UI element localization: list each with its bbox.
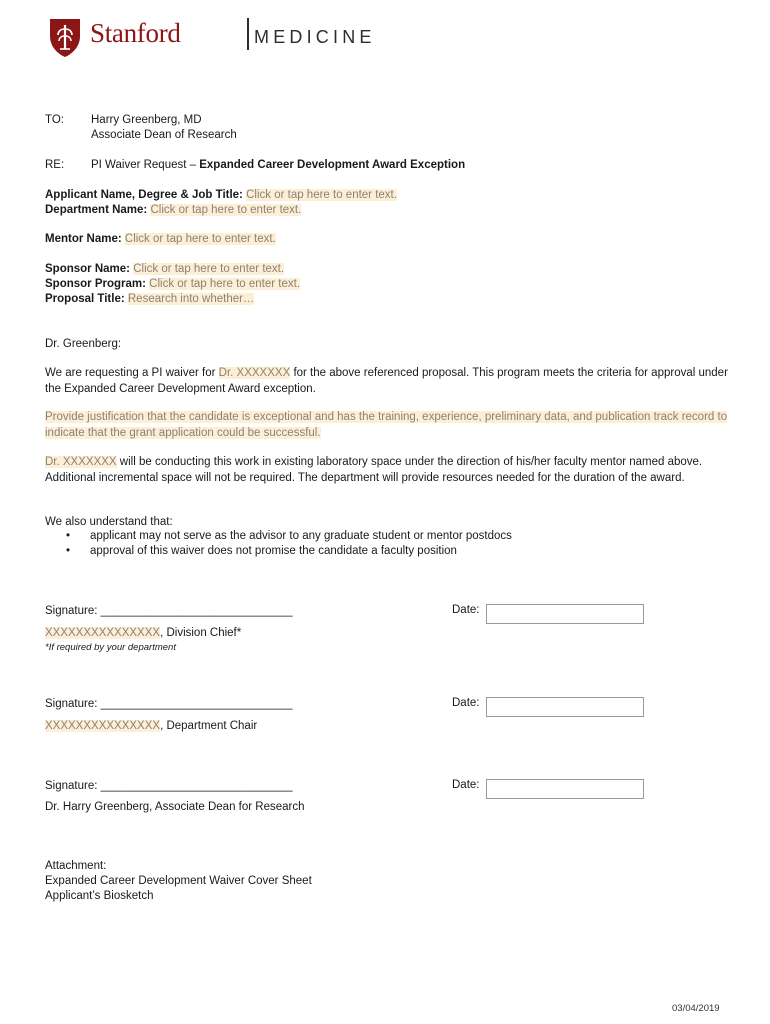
date-label-2: Date: <box>452 697 480 709</box>
mentor-field-row <box>45 232 276 247</box>
sponsor-field-row <box>45 262 284 277</box>
paragraph-justification <box>45 410 735 441</box>
mentor-input[interactable]: Click or tap here to enter text. <box>124 233 276 245</box>
re-subject <box>91 159 465 171</box>
re-label: RE: <box>45 159 65 171</box>
salutation: Dr. Greenberg: <box>45 338 122 350</box>
footer-date: 03/04/2019 <box>672 1003 720 1014</box>
program-input[interactable]: Click or tap here to enter text. <box>149 278 301 290</box>
to-label: TO: <box>45 114 64 126</box>
proposal-label: Proposal Title: <box>45 293 125 305</box>
logo-medicine-word: MEDICINE <box>254 27 376 47</box>
to-name: Harry Greenberg, MD <box>91 114 202 126</box>
department-chair-name-input[interactable]: XXXXXXXXXXXXXXX <box>45 720 161 732</box>
bullet-glyph: • <box>66 530 71 542</box>
justification-input[interactable]: Provide justification that the candidate is exceptional and has the training, experience, preliminary data, and publication track record to indicate that the grant application could be successful. <box>45 411 728 439</box>
date-field-1[interactable] <box>486 604 644 624</box>
date-field-2[interactable] <box>486 697 644 717</box>
department-label: Department Name: <box>45 204 148 216</box>
candidate-name-input-2[interactable]: Dr. XXXXXXX <box>45 456 117 468</box>
mentor-label: Mentor Name: <box>45 233 122 245</box>
candidate-name-input[interactable]: Dr. XXXXXXX <box>218 367 291 379</box>
attachment-title: Attachment: <box>45 860 107 872</box>
applicant-input[interactable]: Click or tap here to enter text. <box>246 189 397 201</box>
department-field-row <box>45 203 301 218</box>
stanford-shield-icon <box>48 16 82 58</box>
list-item <box>66 545 457 557</box>
program-label: Sponsor Program: <box>45 278 146 290</box>
proposal-input[interactable]: Research into whether… <box>127 293 255 305</box>
sponsor-label: Sponsor Name: <box>45 263 130 275</box>
re-prefix: PI Waiver Request – <box>91 159 200 171</box>
bullet-glyph: • <box>66 545 71 557</box>
to-title: Associate Dean of Research <box>91 129 237 141</box>
re-bold-title: Expanded Career Development Award Exception <box>199 159 466 171</box>
understand-heading: We also understand that: <box>45 516 173 528</box>
attachment-item: Applicant’s Biosketch <box>45 890 154 902</box>
logo-divider <box>247 18 249 50</box>
paragraph-request <box>45 366 735 397</box>
date-field-3[interactable] <box>486 779 644 799</box>
date-label-1: Date: <box>452 604 480 616</box>
attachment-item: Expanded Career Development Waiver Cover Sheet <box>45 875 312 887</box>
p1-after: for the above referenced proposal. This program meets the criteria for approval under the Expanded Career Development Award exception. <box>45 367 728 395</box>
stanford-medicine-logo <box>48 16 376 60</box>
division-chief-name-input[interactable]: XXXXXXXXXXXXXXX <box>45 627 161 639</box>
signature-line-3: Signature: ______________________________ <box>45 780 293 792</box>
logo-stanford-word: Stanford <box>90 18 181 48</box>
signature-line-2: Signature: ______________________________ <box>45 698 293 710</box>
signer-role-2: , Department Chair <box>160 720 258 732</box>
program-field-row <box>45 277 300 292</box>
signer-name-1 <box>45 626 241 641</box>
bullet-text: applicant may not serve as the advisor to any graduate student or mentor postdocs <box>90 530 512 542</box>
applicant-field-row <box>45 188 397 203</box>
applicant-label: Applicant Name, Degree & Job Title: <box>45 189 243 201</box>
department-note: *If required by your department <box>45 642 176 653</box>
signer-role-1: , Division Chief* <box>160 627 242 639</box>
bullet-text: approval of this waiver does not promise the candidate a faculty position <box>90 545 457 557</box>
sponsor-input[interactable]: Click or tap here to enter text. <box>133 263 285 275</box>
proposal-field-row <box>45 292 254 307</box>
p1-before: We are requesting a PI waiver for <box>45 367 219 379</box>
p3-after: will be conducting this work in existing laboratory space under the direction of his/her faculty mentor named above. Additional incremental space will not be required. The department will provide resources needed for the duration of the award. <box>45 456 703 484</box>
signature-line-1: Signature: ______________________________ <box>45 605 293 617</box>
list-item <box>66 530 512 542</box>
date-label-3: Date: <box>452 779 480 791</box>
department-input[interactable]: Click or tap here to enter text. <box>150 204 302 216</box>
paragraph-space <box>45 455 735 486</box>
signer-name-3: Dr. Harry Greenberg, Associate Dean for Research <box>45 801 305 813</box>
signer-name-2 <box>45 719 257 734</box>
